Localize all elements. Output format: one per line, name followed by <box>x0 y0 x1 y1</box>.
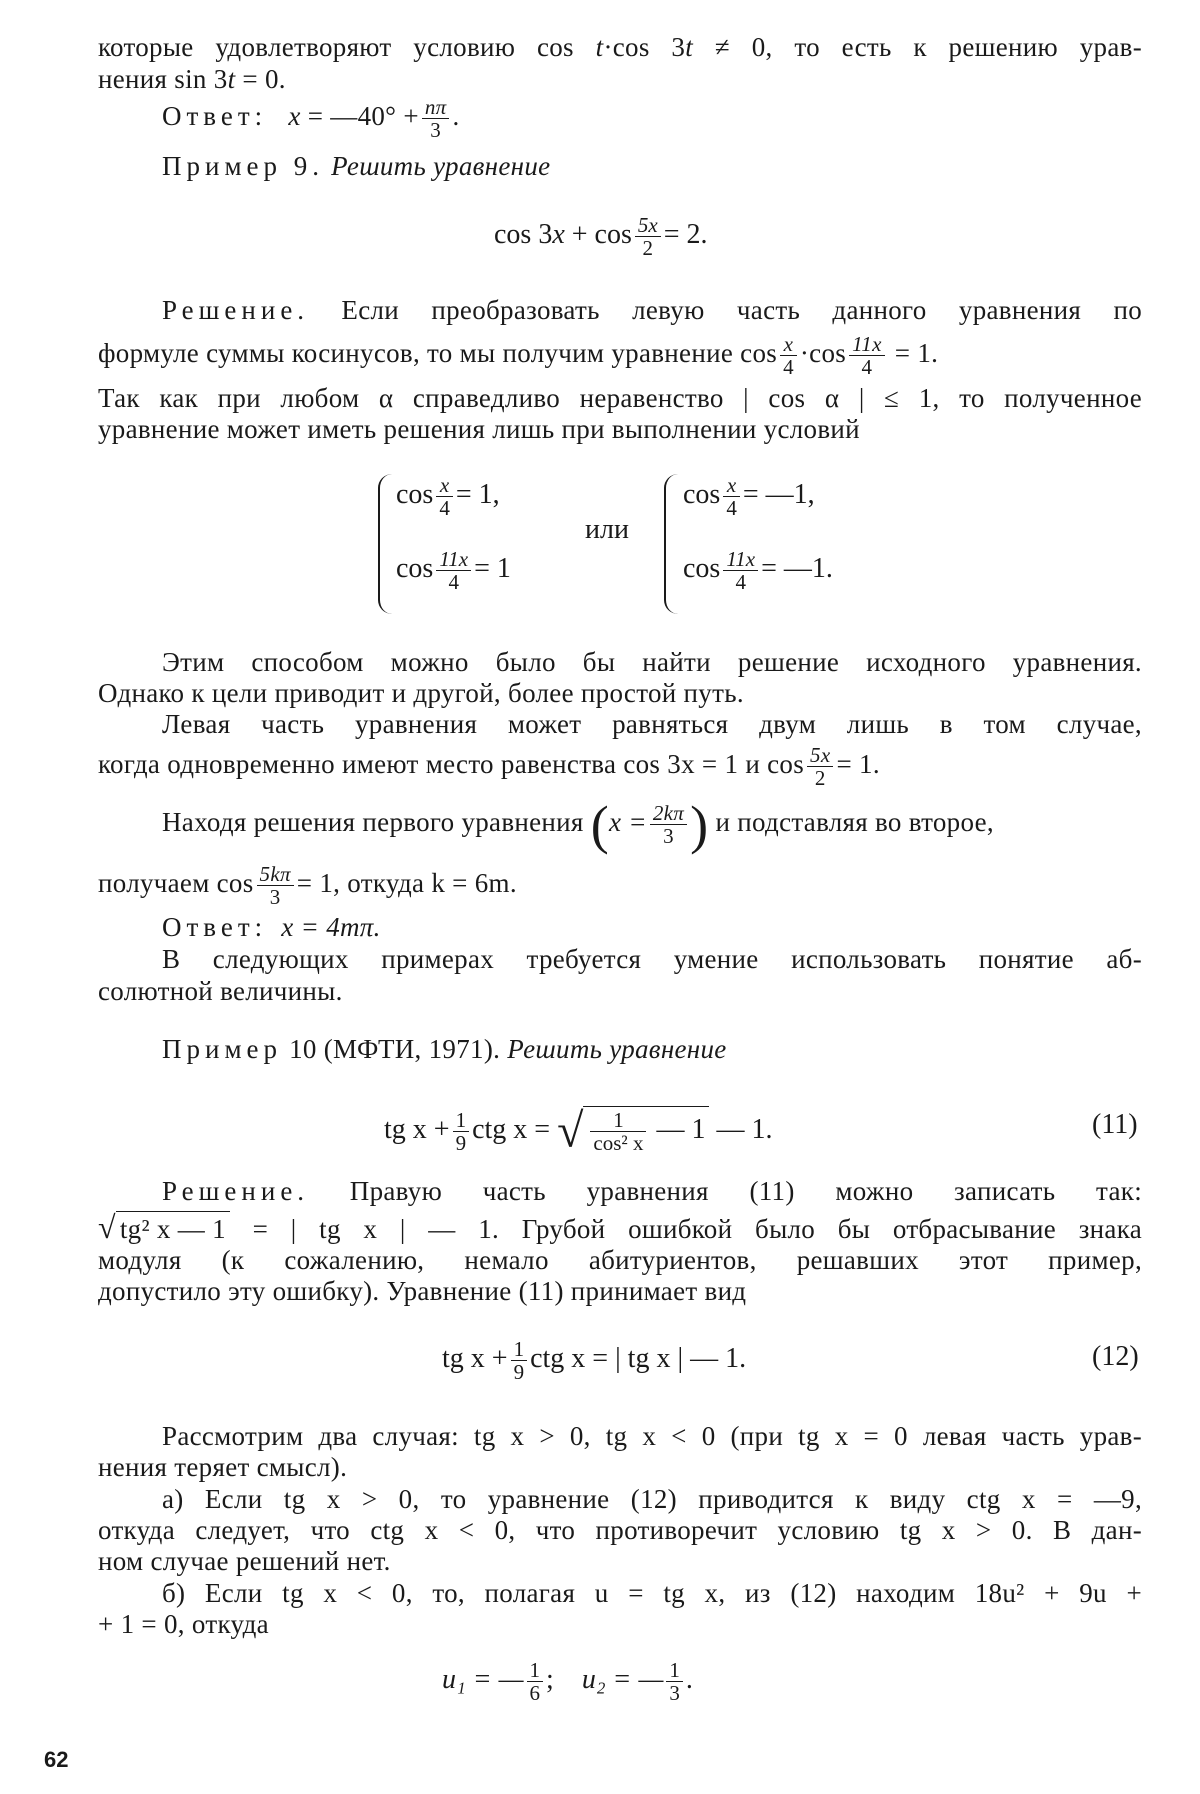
text-fragment: ·cos 3 <box>603 32 686 62</box>
text-fragment: нения sin 3 <box>98 64 228 94</box>
text-line <box>98 330 938 378</box>
text-line: ном случае решений нет. <box>98 1546 391 1576</box>
equation-9: cos 3x + cos $\frac{5x}{2}$ = 2. <box>494 213 708 260</box>
text-line: солютной величины. <box>98 976 343 1006</box>
left-brace <box>378 474 392 614</box>
system-left-eq2: cos $\frac{11x}{4}$ = 1 <box>396 547 511 594</box>
solution-label: Решение. <box>162 295 310 325</box>
text-fragment: = —40° + <box>307 101 419 131</box>
equation-number: (12) <box>1092 1341 1139 1372</box>
text-line: нения теряет смысл). <box>98 1452 348 1482</box>
math-var: x <box>288 101 301 131</box>
text-line: Находя решения первого уравнения (x = $\frac{2k\pi}{3}$ ) и подставляя во второе, <box>162 794 994 855</box>
text-line <box>162 295 1142 326</box>
equation-number: (11) <box>1092 1109 1138 1140</box>
text-line: Однако к цели приводит и другой, более простой путь. <box>98 678 744 708</box>
example-heading <box>162 1034 727 1065</box>
math-var: t <box>685 32 694 62</box>
text-fragment: которые удовлетворяют условию cos <box>98 32 574 62</box>
roots-equation: u₁ = — $\frac{1}{6}$ ; u₂ = — $\frac{1}{3}$ . <box>442 1658 693 1705</box>
answer-value: x = 4mπ. <box>281 912 381 942</box>
text-line: когда одновременно имеют место равенства cos 3x = 1 и cos $\frac{5x}{2}$ = 1. <box>98 743 880 791</box>
text-fragment: ≠ 0, то есть к решению урав- <box>714 32 1142 62</box>
text-fragment: Правую часть уравнения (11) можно записать так: <box>349 1176 1142 1206</box>
example-heading <box>162 151 550 182</box>
system-right-eq2: cos $\frac{11x}{4}$ = —1. <box>683 547 833 594</box>
text-fragment: . <box>452 101 460 131</box>
text-line: Рассмотрим два случая: tg x > 0, tg x < 0 (при tg x = 0 левая часть урав- <box>162 1421 1142 1451</box>
text-line: Этим способом можно было бы найти решение исходного уравнения. <box>162 647 1142 677</box>
fraction: $\frac{x}{4}$ <box>780 333 797 378</box>
answer-line <box>162 912 381 943</box>
math-var: t <box>595 32 604 62</box>
example-task: Решить уравнение <box>331 151 551 181</box>
example-task: Решить уравнение <box>507 1034 727 1064</box>
solution-label: Решение. <box>162 1176 310 1206</box>
left-brace <box>664 474 678 614</box>
text-line: допустило эту ошибку). Уравнение (11) принимает вид <box>98 1276 747 1306</box>
text-line: + 1 = 0, откуда <box>98 1609 269 1639</box>
system-right-eq1: cos $\frac{x}{4}$ = —1, <box>683 473 815 520</box>
text-line: а) Если tg x > 0, то уравнение (12) приводится к виду ctg x = —9, <box>162 1484 1142 1514</box>
text-line <box>162 1176 1142 1207</box>
fraction: $\frac{11x}{4}$ <box>849 333 885 378</box>
equation-11: tg x + $\frac{1}{9}$ ctg x = √ $\frac{1}{\text{cos² x}}$ — 1 — 1. <box>384 1104 773 1158</box>
example-label: Пример 9. <box>162 151 325 181</box>
text-line: модуля (к сожалению, немало абитуриентов, решавших этот пример, <box>98 1245 1142 1275</box>
math-var: t <box>227 64 236 94</box>
text-line <box>98 32 1142 63</box>
text-line: В следующих примерах требуется умение использовать понятие аб- <box>162 944 1142 974</box>
text-fragment: Если преобразовать левую часть данного уравнения по <box>341 295 1142 325</box>
text-line: откуда следует, что ctg x < 0, что противоречит условию tg x > 0. В дан- <box>98 1515 1142 1545</box>
text-line <box>98 64 286 95</box>
text-line: уравнение может иметь решения лишь при выполнении условий <box>98 414 860 444</box>
text-line: Левая часть уравнения может равняться двум лишь в том случае, <box>162 709 1142 739</box>
system-left-eq1: cos $\frac{x}{4}$ = 1, <box>396 473 500 520</box>
text-fragment: = 0. <box>235 64 286 94</box>
text-line: Так как при любом α справедливо неравенство | cos α | ≤ 1, то полученное <box>98 383 1142 413</box>
equation-12: tg x + $\frac{1}{9}$ ctg x = | tg x | — 1. <box>442 1337 747 1384</box>
example-label: Пример <box>162 1034 283 1064</box>
text-fragment: = 1. <box>894 338 939 368</box>
system-or: или <box>585 514 629 545</box>
fraction: $\frac{n\pi}{3}$ <box>422 96 450 141</box>
answer-label: Ответ: <box>162 912 268 942</box>
fraction: $\frac{5x}{2}$ <box>635 214 661 259</box>
example-source: 10 (МФТИ, 1971). <box>289 1034 501 1064</box>
text-line: б) Если tg x < 0, то, полагая u = tg x, из (12) находим 18u² + 9u + <box>162 1578 1142 1608</box>
text-line: получаем cos $\frac{5k\pi}{3}$ = 1, откуда k = 6m. <box>98 862 517 910</box>
text-fragment: формуле суммы косинусов, то мы получим уравнение cos <box>98 338 778 368</box>
text-line: √ tg² x — 1 = | tg x | — 1. Грубой ошибкой было бы отбрасывание знака <box>98 1209 1142 1245</box>
answer-line <box>162 92 460 141</box>
page-number: 62 <box>44 1747 69 1772</box>
text-fragment: ·cos <box>799 338 847 368</box>
answer-label: Ответ: <box>162 101 268 131</box>
